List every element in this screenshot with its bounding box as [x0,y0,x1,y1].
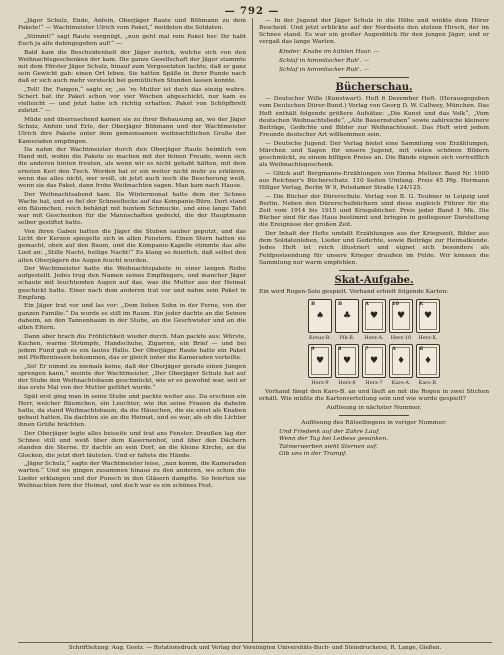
card-label: Herz-8 [338,379,356,386]
riddle-heading: Auflösung des Rätselbogens in voriger Nummer: [301,419,447,426]
paragraph: — Deutscher Wille (Kunstwart). Heft 6 Dezember Heft. (Herausgegeben vom Deutschen Dürer-Bund.) Verlag von Georg D. W. Callwey, München. Das Heft enthält folgende größere Aufsätze: „Die Kunst und das Volk“, „Vom deutschen Weihnachtsliede“, „Alte Bauernstuben“ sowie zahlreiche kleinere Beiträge, Gedichte und Bilder zur Weihnachtszeit. Das Heft wird jedem Freunde deutscher Art willkommen sein. [259,96,489,139]
card-label: Herz-7 [365,379,383,386]
club-suit-icon: ♣ [342,310,352,321]
heart-suit-icon: ♥ [423,310,433,321]
paragraph: — Die Bücher der Dürerschule. Verlag von B. G. Teubner in Leipzig und Berlin. Neben den Dürerschulbüchern sind diese zugleich Führer für die Zeit vom 1914 bis 1915 und Kriegsbücher. Preis jeder Band 1 Mk. Die Bücher sind für das Haus bestimmt und bringen in gediegener Darstellung die Ereignisse der großen Zeit. [259,193,489,229]
paragraph: „Stimmt!“ sagt Raute vergnügt, „nun geht mal rein Paket her. Ihr habt Euch ja alle dahingegeben auf!“ — [18,33,246,47]
paragraph: — Deutsche Jugend. Der Verlag bietet eine Sammlung von Erzählungen, Märchen und Sagen für unsere Jugend, mit vielen schönen Bildern geschmückt, zu einem billigen Preise an. Die Bände eignen sich vortrefflich als Weihnachtsgeschenk. [259,140,489,169]
paragraph: „Jäger Schulz, Ende, Anfein, Oberjäger Raute und Böhmann zu dem Pakete!“ — Wachtmeister Ulrich vom Paket,“ meldeten die Soldaten. [18,18,246,32]
solution-note: Auflösung in nächster Nummer. [326,404,422,411]
card-row-1 [259,299,489,333]
section-divider [339,415,409,416]
riddle-line: Gib uns in der Trumpf. [279,450,347,457]
paragraph: „So! Er nimmt zu niemals keine, daß der Oberjäger gerade einen Jungen sprengen kann,“ meinte der Wachtmeister, „Der Oberjäger Schulz hat auf der Stube den Weihnachtsbaum geschmückt, wie er es gewohnt war, seit er das erste Mal von der Mutter geführt wurde.“ [18,363,246,392]
paragraph: Der Wachtmeister hatte die Weihnachtspakete in einer langen Reihe aufgestellt. Jedes trug den Namen seines Empfängers, und mancher Jäger schaute mit leuchtenden Augen auf das, was die Mutter aus der Heimat geschickt hatte. Einer nach dem anderen trat vor und nahm sein Paket in Empfang. [18,266,246,301]
card-labels-2 [259,380,489,386]
skat-heading: Skat-Aufgabe. [334,274,414,286]
book-reviews [259,96,489,267]
heart-suit-icon: ♥ [396,310,406,321]
playing-card [389,344,413,378]
card-label: Herz-10 [390,334,412,341]
story-continuation [259,18,489,74]
card-label: Herz-9 [311,379,329,386]
card-rank: A [365,300,369,307]
section-divider [339,77,409,78]
playing-card [416,299,440,333]
section-divider [339,270,409,271]
playing-card [389,299,413,333]
card-rank: 7 [365,345,369,352]
left-column [18,18,246,640]
paragraph: Schlaf in himmlischer Ruh'. — [279,67,370,74]
card-label: Herz-K. [418,334,438,341]
heart-suit-icon: ♥ [315,355,325,366]
diamond-suit-icon: ♦ [423,355,433,366]
card-rank: 9 [311,345,315,352]
card-rank: B [311,300,316,307]
footer-rule [18,642,492,643]
playing-card [362,344,386,378]
card-rank: K [419,300,424,307]
right-column [259,18,489,640]
heart-suit-icon: ♥ [369,355,379,366]
paragraph: Bald kam die Bescheidenheit der Jäger zurück, welche sich von den Weihnachtsgeschenken der kam. Die ganze Gesellschaft der Jäger stammte mit dem Förster Jäger Schulz, hinauf zum Vorgesetzten lachte, daß er ganz sein Gewicht gab: einen Ort leben. Sie hatten Späße in ihrer Runde nach daß er sich auch mehr versteckt bei gemütlichen Stunden lassen konnte. [18,49,246,85]
imprint-footer: Schriftleitung: Aug. Goetz. — Rotationsdruck und Verlag der Vereinigten Universitäts-Buch- und Steindruckerei, R. Lange, Gießen. [68,645,442,651]
card-rank: 8 [338,345,342,352]
card-label: Herz-A. [364,334,384,341]
card-label: Pik-B. [339,334,355,341]
page-number: — 792 — [224,6,280,17]
paragraph: Der Weihnachtsabend kam. Da Wintermonat hatte dem der Schnee Wache hat, und so fiel der Schneeflocke auf das Kompanie-Büro. Dort stand ein Bäumchen, reich behängt mit buntem Schmucke, und eine lange Tafel war mit Geschenken für die Mannschaften gedeckt, die der Hauptmann selber gestiftet hatte. [18,191,246,227]
card-label: Karo-B. [418,379,438,386]
card-rank: B [338,300,343,307]
paragraph: „Jäger Schulz,“ sagte der Wachtmeister leise, „nun komm, die Kameraden warten.“ Und sie gingen zusammen hinaus zu den anderen, wo schon die Lieder erklangen und der Punsch in den Gläsern dampfte. So feierten sie Weihnachten fern der Heimat, und doch war es ein schönes Fest. [18,461,246,489]
spade-suit-icon: ♠ [315,310,325,321]
playing-card [335,299,359,333]
playing-card [335,344,359,378]
playing-card [416,344,440,378]
skat-question: Vorhand fängt den Karo-B. an und läuft an mit die Rogen in zwei Stichen erhält. Wie müßte die Kartenverteilung sein und wie wurde gespielt? [259,388,489,403]
paragraph: Von ihren Gaben hatten die Jäger die Stuben sauber geputzt, und das Licht der Kerzen spiegelte sich in allen Fenstern. Einen Stern hatten sie gemacht, oben auf den Baum, und die Kompanie-Kapelle stimmte das alte Lied an: „Stille Nacht, heilige Nacht!“ Es klang so feierlich, daß selbst den alten Oberjägern die Augen feucht wurden. [18,228,246,264]
card-rank: 10 [392,300,399,307]
paragraph: Dann aber brach die Fröhlichkeit wieder durch. Man packte aus: Würste, Kuchen, warme Strümpfe, Handschuhe, Zigarren, ein Brief — und bei jedem Fund gab es ein lautes Hallo. Der Oberjäger Raute hatte ein Paket mit Pfeffernüssen bekommen, das er gleich unter die Kameraden verteilte. [18,333,246,362]
column-divider [252,18,253,643]
card-label: Karo-A. [391,379,411,386]
riddle-line: Und Friedenk auf der Zahre Lauf, [279,429,381,436]
paragraph: „Toll! Ihr, Fangen,“ sagte er, „so ‘re Mutter ist doch das einzig wahre. Schert hat ihr Paket schon vor vier Wochen abgeschickt, nur kam es vielleicht — und jetzt habe ich richtig erhalten. Paket von Schöpfbrett zuletzt.“ — [18,86,246,115]
riddle-line: Wenn der Tag bei Leibess gesunken. [279,436,389,443]
riddle-solution [279,429,489,458]
paragraph: Ein Jäger trat vor und las vor: „Dem lieben Sohn in der Ferne, von der ganzen Familie.“ Da wurde es still im Raum. Ein jeder dachte an die Seinen daheim, an den Tannenbaum in der Stube, an die Geschwister und an die alten Eltern. [18,303,246,331]
card-rank: A [392,345,396,352]
heart-suit-icon: ♥ [342,355,352,366]
paragraph: Der Inhalt der Hefte umfaßt Erzählungen aus der Kriegszeit, Bilder aus dem Soldatenleben, Lieder und Gedichte, sowie Beiträge zur Heimatkunde. Jedes Heft ist reich illustriert und eignet sich besonders als Feldpostsendung für unsere Krieger draußen im Felde. Wir können die Sammlung nur warm empfehlen. [259,231,489,266]
paragraph: Spät erst ging man in seine Stube und packte weiter aus. Da erschien ein Herr, welcher Bäumchen, ein Leuchter, wie ihn seine Frauen da daheim hatte, da stand Weihnachtsbaum, da die Häuschen, die sie einst als Knaben gebaut hatten. Da dachten sie an die Heimat, und es war, als ob die Lichter ihnen Grüße brächten. [18,393,246,429]
paragraph: Müde und überraschend kamen sie zu ihrer Behausung an, wo der Jäger Schulz, Anfein und Erle, der Oberjäger Böhmann und der Wachtmeister Ulrich ihre Pakete unter dem gemeinsamen weihnachtlichen Gruße der Kameraden empfingen. [18,117,246,145]
paragraph: — In der Jugend der Jäger Schulz in die Höhe und winkte dem Hörer Bescheid. Und jetzt erblickte auf der Nordseite den stolzen Hirsch, der im Schnee stand. Es war ein großer Augenblick für den jungen Jäger, und er vergaß das lange Warten. [259,18,489,46]
playing-card [308,299,332,333]
card-rank: B [419,345,424,352]
card-row-2 [259,344,489,378]
books-heading: Bücherschau. [335,82,413,94]
skat-intro: Ein wird Rogen-Solo gespielt. Vorhand erhielt folgende Karten: [259,288,449,295]
riddle-line: Tatmerwerben sieht Sternen auf. [279,443,378,450]
paragraph: Da nahm der Wachtmeister durch den Oberjäger Raute heimlich von Hand mit, wohin die Pakete so machen mit der feinen Freude, wenn sich die anderen hinten freuten, als wenn wir es nicht gehabt hätten, mit dem ernsten Kerl den Tisch. Worden hat er ein weiter nicht mehr zu erklären, wenn das alles nicht, wer weiß, ob jetzt auch noch die Bescherung weiß, wenn sie das Paket, dann frohe Weihnachten sagen. Man kam nach Hause. [18,147,246,189]
paragraph: Der Oberjäger legte alles beiseite und trat ans Fenster. Draußen lag der Schnee still und weiß über dem Kasernenhof, und über den Dächern standen die Sterne. Er dachte an sein Dorf, an die kleine Kirche, an die Glocken, die jetzt dort läuteten. Und er faltete die Hände. [18,431,246,459]
diamond-suit-icon: ♦ [396,355,406,366]
paragraph: — Glück auf! Bergmanns-Erzählungen von Emma Meltzer. Band Nr. 1000 aus Reichner's Bücherschatz. 110 Seiten Umfang. Preis 45 Pfg. Hermann Hillger Verlag, Berlin W 9, Potsdamer Straße 124/125. [259,170,489,192]
playing-card [362,299,386,333]
card-label: Kreuz-B. [309,334,331,341]
paragraph: Kinder: Knabe im kühlen Haar. — [279,48,380,55]
playing-card [308,344,332,378]
card-labels-1 [259,335,489,341]
paragraph: Schlaf in himmlischer Ruh'. — [279,57,370,64]
heart-suit-icon: ♥ [369,310,379,321]
